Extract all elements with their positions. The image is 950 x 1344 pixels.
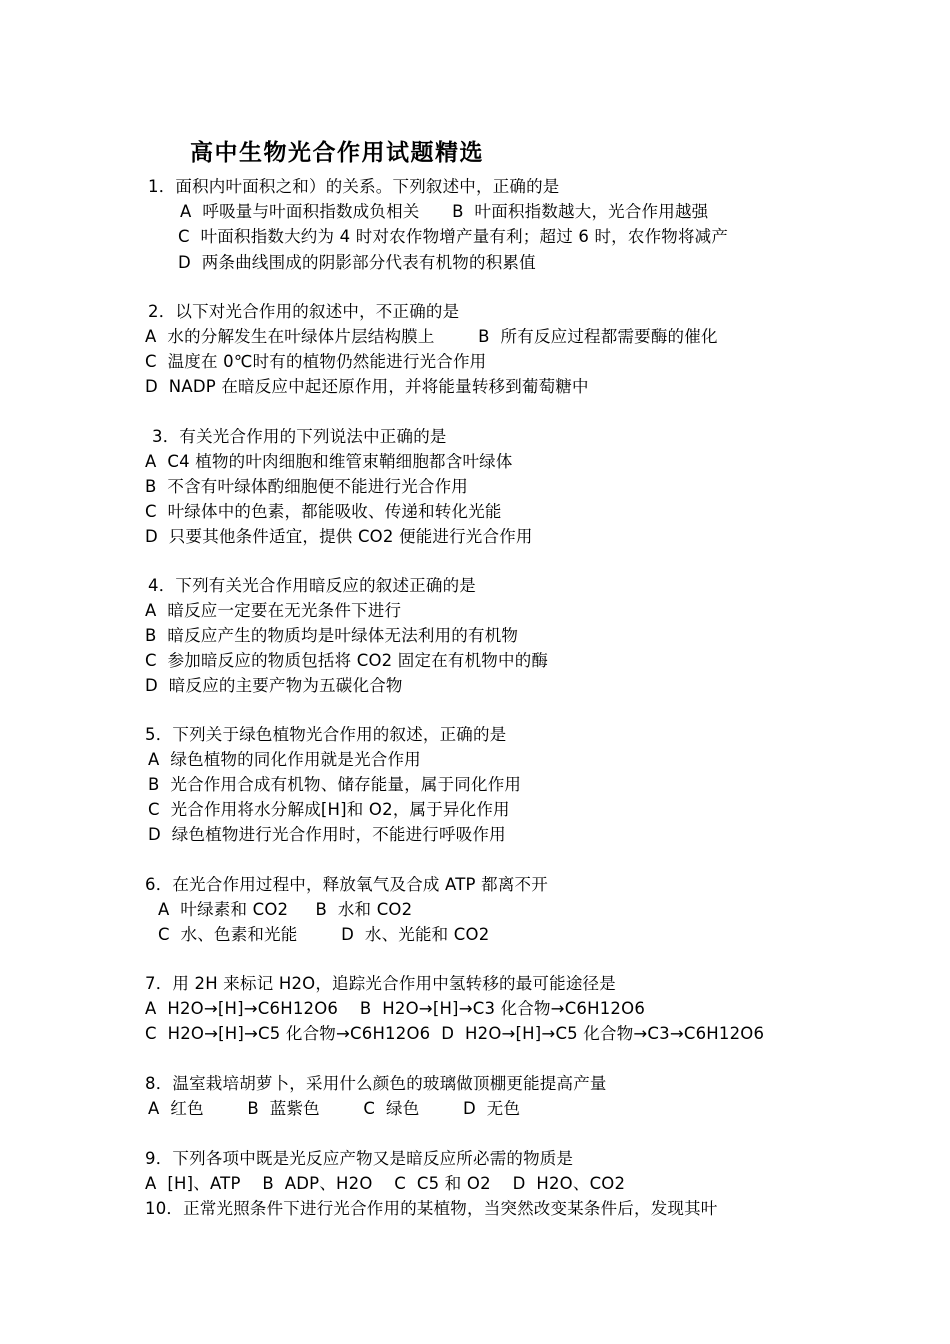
question-8-options: A 红色 B 蓝紫色 C 绿色 D 无色: [148, 1099, 521, 1118]
question-7-stem: 7．用 2H 来标记 H2O，追踪光合作用中氢转移的最可能途径是: [145, 974, 616, 993]
question-4-stem: 4．下列有关光合作用暗反应的叙述正确的是: [148, 576, 476, 595]
question-4-option-d: D 暗反应的主要产物为五碳化合物: [145, 676, 403, 695]
question-10-stem: 10．正常光照条件下进行光合作用的某植物，当突然改变某条件后，发现其叶: [145, 1199, 718, 1218]
question-9-stem: 9．下列各项中既是光反应产物又是暗反应所必需的物质是: [145, 1149, 574, 1168]
question-2-option-ab: A 水的分解发生在叶绿体片层结构膜上 B 所有反应过程都需要酶的催化: [145, 327, 718, 346]
question-1-option-ab: A 呼吸量与叶面积指数成负相关 B 叶面积指数越大，光合作用越强: [180, 202, 709, 221]
question-6-option-ab: A 叶绿素和 CO2 B 水和 CO2: [158, 900, 413, 919]
question-3-option-b: B 不含有叶绿体酌细胞便不能进行光合作用: [145, 477, 469, 496]
question-5-option-b: B 光合作用合成有机物、储存能量，属于同化作用: [148, 775, 522, 794]
question-7-option-cd: C H2O→[H]→C5 化合物→C6H12O6 D H2O→[H]→C5 化合物→C3→C6H12O6: [145, 1024, 765, 1043]
question-1-option-d: D 两条曲线围成的阴影部分代表有机物的积累值: [178, 253, 536, 272]
question-6-stem: 6．在光合作用过程中，释放氧气及合成 ATP 都离不开: [145, 875, 548, 894]
question-2-option-d: D NADP 在暗反应中起还原作用，并将能量转移到葡萄糖中: [145, 377, 589, 396]
question-3-stem: 3．有关光合作用的下列说法中正确的是: [152, 427, 447, 446]
question-2-option-c: C 温度在 0℃时有的植物仍然能进行光合作用: [145, 352, 487, 371]
question-1-stem: 1．面积内叶面积之和）的关系。下列叙述中，正确的是: [148, 177, 560, 196]
question-3-option-a: A C4 植物的叶肉细胞和维管束鞘细胞都含叶绿体: [145, 452, 513, 471]
question-2-stem: 2．以下对光合作用的叙述中，不正确的是: [148, 302, 460, 321]
question-9-options: A [H]、ATP B ADP、H2O C C5 和 O2 D H2O、CO2: [145, 1174, 626, 1193]
question-1-option-c: C 叶面积指数大约为 4 时对农作物增产量有利；超过 6 时，农作物将减产: [178, 227, 729, 246]
question-8-stem: 8．温室栽培胡萝卜，采用什么颜色的玻璃做顶棚更能提高产量: [145, 1074, 607, 1093]
question-7-option-ab: A H2O→[H]→C6H12O6 B H2O→[H]→C3 化合物→C6H12O6: [145, 999, 646, 1018]
question-4-option-c: C 参加暗反应的物质包括将 CO2 固定在有机物中的酶: [145, 651, 549, 670]
document-title: 高中生物光合作用试题精选: [190, 140, 484, 166]
question-4-option-b: B 暗反应产生的物质均是叶绿体无法利用的有机物: [145, 626, 519, 645]
question-5-stem: 5．下列关于绿色植物光合作用的叙述，正确的是: [145, 725, 507, 744]
question-3-option-d: D 只要其他条件适宜，提供 CO2 便能进行光合作用: [145, 527, 533, 546]
question-5-option-d: D 绿色植物进行光合作用时，不能进行呼吸作用: [148, 825, 506, 844]
question-3-option-c: C 叶绿体中的色素，都能吸收、传递和转化光能: [145, 502, 502, 521]
question-6-option-cd: C 水、色素和光能 D 水、光能和 CO2: [158, 925, 490, 944]
question-5-option-c: C 光合作用将水分解成[H]和 O2，属于异化作用: [148, 800, 510, 819]
question-5-option-a: A 绿色植物的同化作用就是光合作用: [148, 750, 421, 769]
question-4-option-a: A 暗反应一定要在无光条件下进行: [145, 601, 402, 620]
